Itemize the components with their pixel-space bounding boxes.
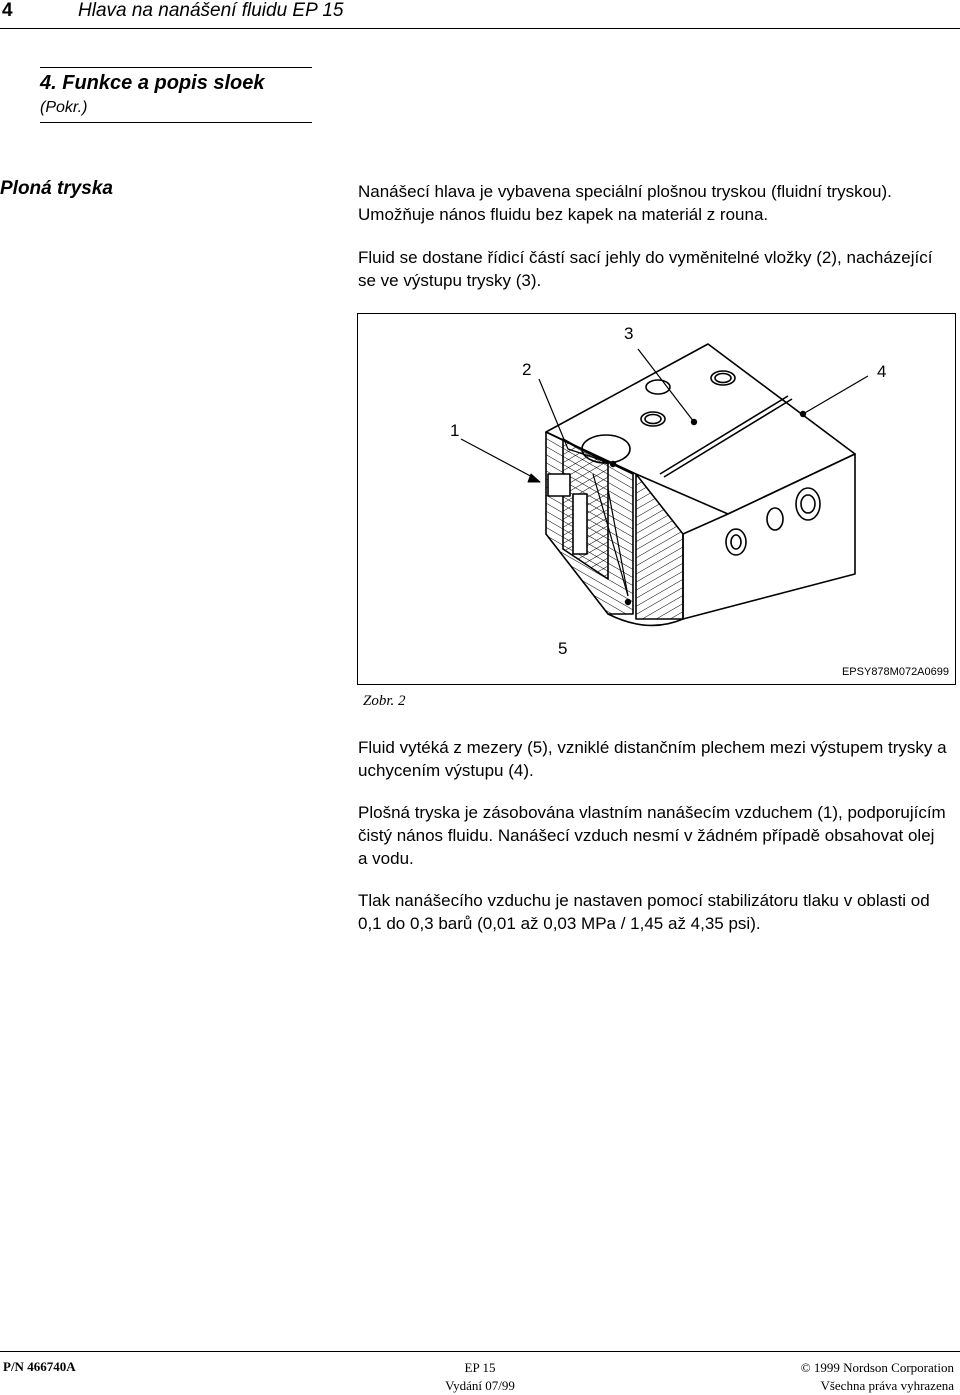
product-name: EP 15: [464, 1360, 496, 1375]
rights: Všechna práva vyhrazena: [820, 1378, 954, 1393]
figure-nozzle: [357, 313, 956, 685]
side-heading: Ploná tryska: [0, 178, 113, 199]
section-rule-top: [40, 67, 312, 68]
figure-code: EPSY878M072A0699: [841, 666, 949, 678]
footer-product: [430, 1359, 530, 1395]
nozzle-diagram: [358, 314, 957, 686]
section-subtitle: (Pokr.): [40, 99, 88, 116]
page-number: 4: [2, 0, 13, 21]
text-block-bottom: [358, 736, 948, 935]
paragraph: Fluid vytéká z mezery (5), vzniklé distančním plechem mezi výstupem trysky a uchycením výstupu (4).: [358, 738, 947, 780]
callout-1: 1: [450, 421, 460, 440]
paragraph: Nanášecí hlava je vybavena speciální plošnou tryskou (fluidní tryskou). Umožňuje nános fluidu bez kapek na materiál z rouna.: [358, 182, 892, 224]
paragraph: Tlak nanášecího vzduchu je nastaven pomocí stabilizátoru tlaku v oblasti od 0,1 do 0,3 barů (0,01 až 0,03 MPa / 1,45 až 4,35 psi).: [358, 891, 930, 933]
edition: Vydání 07/99: [445, 1378, 515, 1393]
footer-copyright: [801, 1359, 954, 1395]
part-number: P/N 466740A: [3, 1359, 76, 1374]
callout-4: 4: [877, 362, 887, 381]
section-title: 4. Funkce a popis sloek: [40, 72, 265, 94]
callout-3: 3: [624, 324, 634, 343]
paragraph: Plošná tryska je zásobována vlastním nanášecím vzduchem (1), podporujícím čistý nános fluidu. Nanášecí vzduch nesmí v žádném případě obsahovat olej a vodu.: [358, 803, 946, 868]
text-block-top: [358, 180, 948, 292]
section-rule-bottom: [40, 122, 312, 123]
header-title: Hlava na nanášení fluidu EP 15: [78, 0, 344, 21]
figure-caption: Zobr. 2: [363, 693, 406, 709]
paragraph: Fluid se dostane řídicí částí sací jehly do vyměnitelné vložky (2), nacházející se ve výstupu trysky (3).: [358, 248, 933, 290]
copyright: © 1999 Nordson Corporation: [800, 1360, 954, 1375]
header-rule: [0, 28, 960, 29]
callout-5: 5: [558, 639, 568, 658]
footer-rule: [0, 1351, 960, 1352]
callout-2: 2: [522, 360, 532, 379]
